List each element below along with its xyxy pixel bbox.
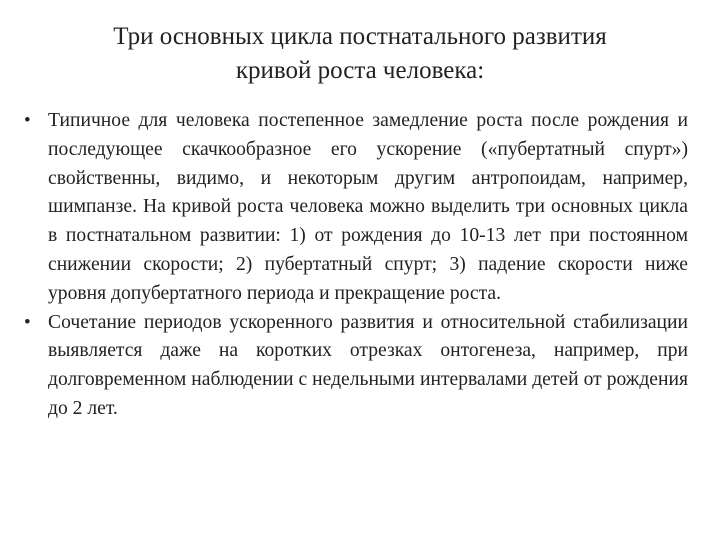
bullet-list bbox=[24, 107, 688, 424]
title-line-1: Три основных цикла постнатального развития bbox=[113, 23, 607, 50]
slide-title bbox=[40, 20, 680, 88]
title-line-2: кривой роста человека: bbox=[235, 57, 485, 84]
bullet-item-1 bbox=[24, 107, 688, 309]
bullet-dot-icon: • bbox=[24, 110, 31, 131]
bullet-text-2: Сочетание периодов ускоренного развития и относительной стабилизации выявляется даже на коротких отрезках онтогенеза, например, при долговременном наблюдении с недельными интервалами детей от рождения до 2 лет. bbox=[48, 311, 688, 419]
bullet-text-1: Типичное для человека постепенное замедление роста после рождения и последующее скачкообразное его ускорение («пубертатный спурт») свойственны, видимо, и некоторым другим антропоидам, например, шимпанзе. На кривой роста человека можно выделить три основных цикла в постнатальном развитии: 1) от рождения до 10-13 лет при постоянном снижении скорости; 2) пубертатный спурт; 3) падение скорости ниже уровня допубертатного периода и прекращение роста. bbox=[48, 110, 688, 304]
bullet-item-2 bbox=[24, 309, 688, 424]
bullet-dot-icon: • bbox=[24, 311, 31, 333]
